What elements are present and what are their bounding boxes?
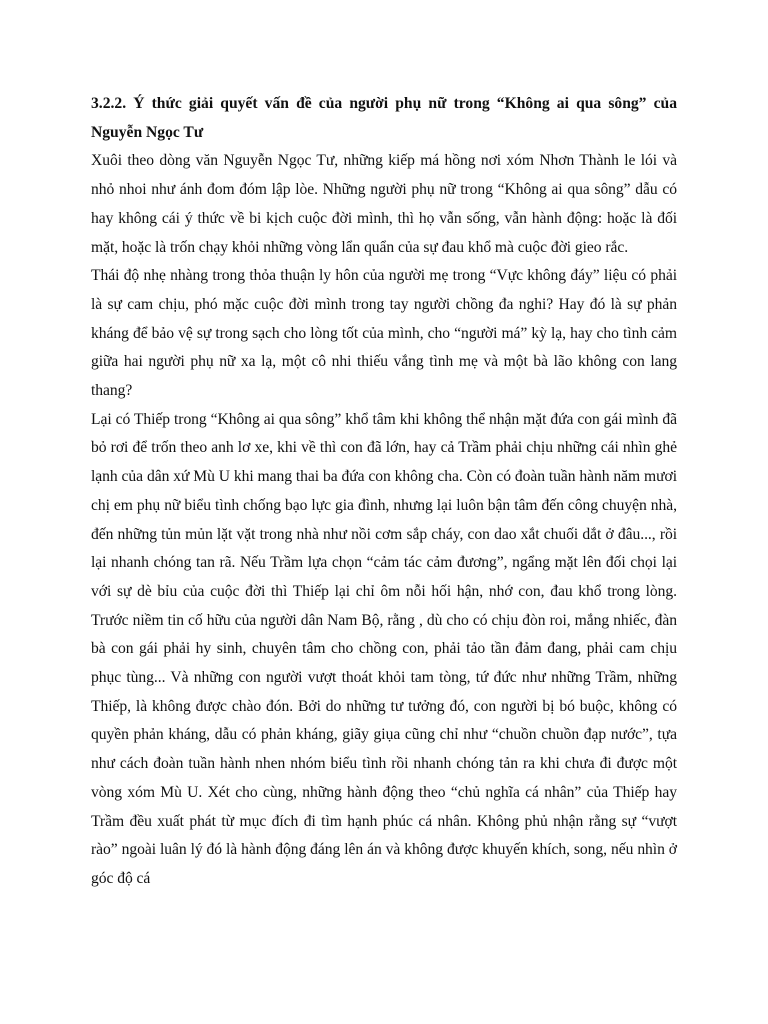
section-heading: 3.2.2. Ý thức giải quyết vấn đề của người phụ nữ trong “Không ai qua sông” của Nguyễn Ngọc Tư: [91, 95, 677, 141]
paragraph-2: Thái độ nhẹ nhàng trong thỏa thuận ly hôn của người mẹ trong “Vực không đáy” liệu có phải là sự cam chịu, phó mặc cuộc đời mình trong tay người chồng đa nghi? Hay đó là sự phản kháng để bảo vệ sự trong sạch cho lòng tốt của mình, cho “người má” kỳ lạ, hay cho tình cảm giữa hai người phụ nữ xa lạ, một cô nhi thiếu vắng tình mẹ và một bà lão không con lang thang?: [91, 267, 677, 400]
document-page: [91, 90, 677, 894]
paragraph-3: Lại có Thiếp trong “Không ai qua sông” khổ tâm khi không thể nhận mặt đứa con gái mình đã bỏ rơi để trốn theo anh lơ xe, khi về thì con đã lớn, hay cả Trầm phải chịu những cái nhìn ghẻ lạnh của dân xứ Mù U khi mang thai ba đứa con không cha. Còn có đoàn tuần hành năm mươi chị em phụ nữ biểu tình chống bạo lực gia đình, nhưng lại luôn bận tâm đến công chuyện nhà, đến những tủn mủn lặt vặt trong nhà như nồi cơm sắp cháy, con dao xắt chuối dắt ở đâu..., rồi lại nhanh chóng tan rã. Nếu Trầm lựa chọn “cảm tác cảm đương”, ngẩng mặt lên đối chọi lại với sự dè bỉu của cuộc đời thì Thiếp lại chỉ ôm nỗi hối hận, nhớ con, đau khổ trong lòng. Trước niềm tin cố hữu của người dân Nam Bộ, rằng , dù cho có chịu đòn roi, mắng nhiếc, đàn bà con gái phải hy sinh, chuyên tâm cho chồng con, phải tảo tần đảm đang, phải cam chịu phục tùng... Và những con người vượt thoát khỏi tam tòng, tứ đức như những Trầm, những Thiếp, là không được chào đón. Bởi do những tư tưởng đó, con người bị bó buộc, không có quyền phản kháng, dẫu có phản kháng, giãy giụa cũng chỉ như “chuồn chuồn đạp nước”, tựa như cách đoàn tuần hành nhen nhóm biểu tình rồi nhanh chóng tản ra khi chưa đi được một vòng xóm Mù U. Xét cho cùng, những hành động theo “chủ nghĩa cá nhân” của Thiếp hay Trầm đều xuất phát từ mục đích đi tìm hạnh phúc cá nhân. Không phủ nhận rằng sự “vượt rào” ngoài luân lý đó là hành động đáng lên án và không được khuyến khích, song, nếu nhìn ở góc độ cá: [91, 410, 677, 887]
paragraph-1: Xuôi theo dòng văn Nguyễn Ngọc Tư, những kiếp má hồng nơi xóm Nhơn Thành le lói và nhỏ nhoi như ánh đom đóm lập lòe. Những người phụ nữ trong “Không ai qua sông” dẫu có hay không cái ý thức về bi kịch cuộc đời mình, thì họ vẫn sống, vẫn hành động: hoặc là đối mặt, hoặc là trốn chạy khỏi những vòng lẩn quẩn của sự đau khổ mà cuộc đời gieo rắc.: [91, 152, 677, 256]
